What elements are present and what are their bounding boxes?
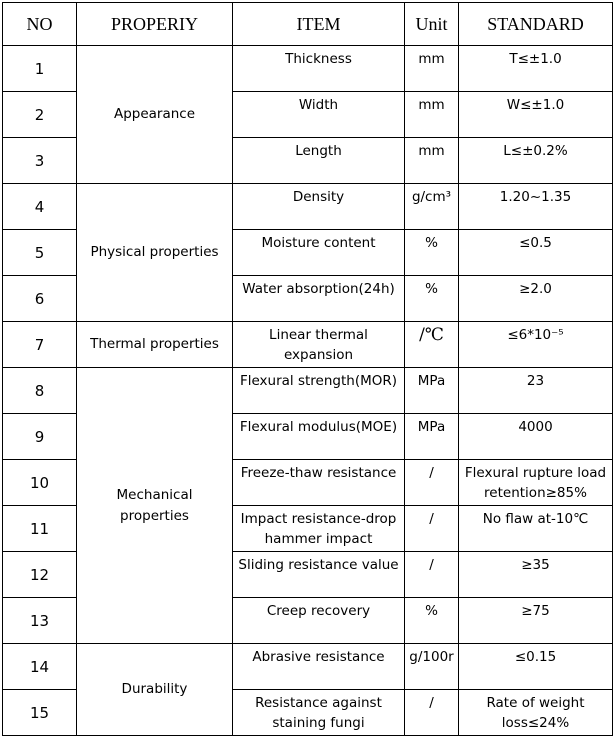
standard-cell: ≥75 bbox=[459, 598, 613, 644]
item-cell: Freeze-thaw resistance bbox=[233, 460, 405, 506]
unit-cell: mm bbox=[405, 92, 459, 138]
group-thermal: Thermal properties bbox=[77, 322, 233, 368]
standard-cell: Flexural rupture load retention≥85% bbox=[459, 460, 613, 506]
standard-cell: 1.20~1.35 bbox=[459, 184, 613, 230]
unit-cell: MPa bbox=[405, 414, 459, 460]
item-cell: Length bbox=[233, 138, 405, 184]
row-number: 11 bbox=[3, 506, 77, 552]
item-cell: Water absorption(24h) bbox=[233, 276, 405, 322]
row-number: 9 bbox=[3, 414, 77, 460]
item-cell: Thickness bbox=[233, 46, 405, 92]
row-number: 12 bbox=[3, 552, 77, 598]
header-row bbox=[3, 3, 613, 46]
row-number: 14 bbox=[3, 644, 77, 690]
item-cell: Density bbox=[233, 184, 405, 230]
item-cell: Linear thermal expansion bbox=[233, 322, 405, 368]
group-durability: Durability bbox=[77, 644, 233, 736]
unit-cell: % bbox=[405, 230, 459, 276]
item-cell: Flexural modulus(MOE) bbox=[233, 414, 405, 460]
unit-cell: g/cm³ bbox=[405, 184, 459, 230]
unit-cell: / bbox=[405, 460, 459, 506]
standard-cell: ≤0.5 bbox=[459, 230, 613, 276]
standard-cell: 23 bbox=[459, 368, 613, 414]
row-number: 7 bbox=[3, 322, 77, 368]
row-number: 1 bbox=[3, 46, 77, 92]
row-number: 3 bbox=[3, 138, 77, 184]
header-standard: STANDARD bbox=[459, 3, 613, 46]
standard-cell: W≤±1.0 bbox=[459, 92, 613, 138]
row-number: 4 bbox=[3, 184, 77, 230]
group-physical: Physical properties bbox=[77, 184, 233, 322]
group-mechanical: Mechanical properties bbox=[77, 368, 233, 644]
table-row bbox=[3, 322, 613, 368]
item-cell: Flexural strength(MOR) bbox=[233, 368, 405, 414]
unit-cell: mm bbox=[405, 138, 459, 184]
row-number: 2 bbox=[3, 92, 77, 138]
row-number: 13 bbox=[3, 598, 77, 644]
table-row bbox=[3, 368, 613, 414]
row-number: 6 bbox=[3, 276, 77, 322]
header-unit: Unit bbox=[405, 3, 459, 46]
standard-cell: T≤±1.0 bbox=[459, 46, 613, 92]
item-cell: Sliding resistance value bbox=[233, 552, 405, 598]
unit-cell: MPa bbox=[405, 368, 459, 414]
item-cell: Creep recovery bbox=[233, 598, 405, 644]
item-cell: Resistance against staining fungi bbox=[233, 690, 405, 736]
row-number: 8 bbox=[3, 368, 77, 414]
table-row bbox=[3, 46, 613, 92]
unit-cell: /℃ bbox=[405, 322, 459, 368]
item-cell: Impact resistance-drop hammer impact bbox=[233, 506, 405, 552]
standard-cell: L≤±0.2% bbox=[459, 138, 613, 184]
unit-cell: % bbox=[405, 276, 459, 322]
item-cell: Width bbox=[233, 92, 405, 138]
table-row bbox=[3, 644, 613, 690]
row-number: 15 bbox=[3, 690, 77, 736]
standard-cell: Rate of weight loss≤24% bbox=[459, 690, 613, 736]
header-no: NO bbox=[3, 3, 77, 46]
standard-cell: ≤6*10⁻⁵ bbox=[459, 322, 613, 368]
unit-cell: / bbox=[405, 552, 459, 598]
table-row bbox=[3, 184, 613, 230]
standard-cell: No flaw at-10℃ bbox=[459, 506, 613, 552]
header-item: ITEM bbox=[233, 3, 405, 46]
unit-cell: / bbox=[405, 506, 459, 552]
unit-cell: % bbox=[405, 598, 459, 644]
header-property: PROPERIY bbox=[77, 3, 233, 46]
standard-cell: ≥2.0 bbox=[459, 276, 613, 322]
row-number: 10 bbox=[3, 460, 77, 506]
standard-cell: ≤0.15 bbox=[459, 644, 613, 690]
standard-cell: 4000 bbox=[459, 414, 613, 460]
spec-table bbox=[2, 2, 613, 736]
unit-cell: g/100r bbox=[405, 644, 459, 690]
unit-cell: / bbox=[405, 690, 459, 736]
standard-cell: ≥35 bbox=[459, 552, 613, 598]
item-cell: Moisture content bbox=[233, 230, 405, 276]
group-appearance: Appearance bbox=[77, 46, 233, 184]
row-number: 5 bbox=[3, 230, 77, 276]
item-cell: Abrasive resistance bbox=[233, 644, 405, 690]
unit-cell: mm bbox=[405, 46, 459, 92]
